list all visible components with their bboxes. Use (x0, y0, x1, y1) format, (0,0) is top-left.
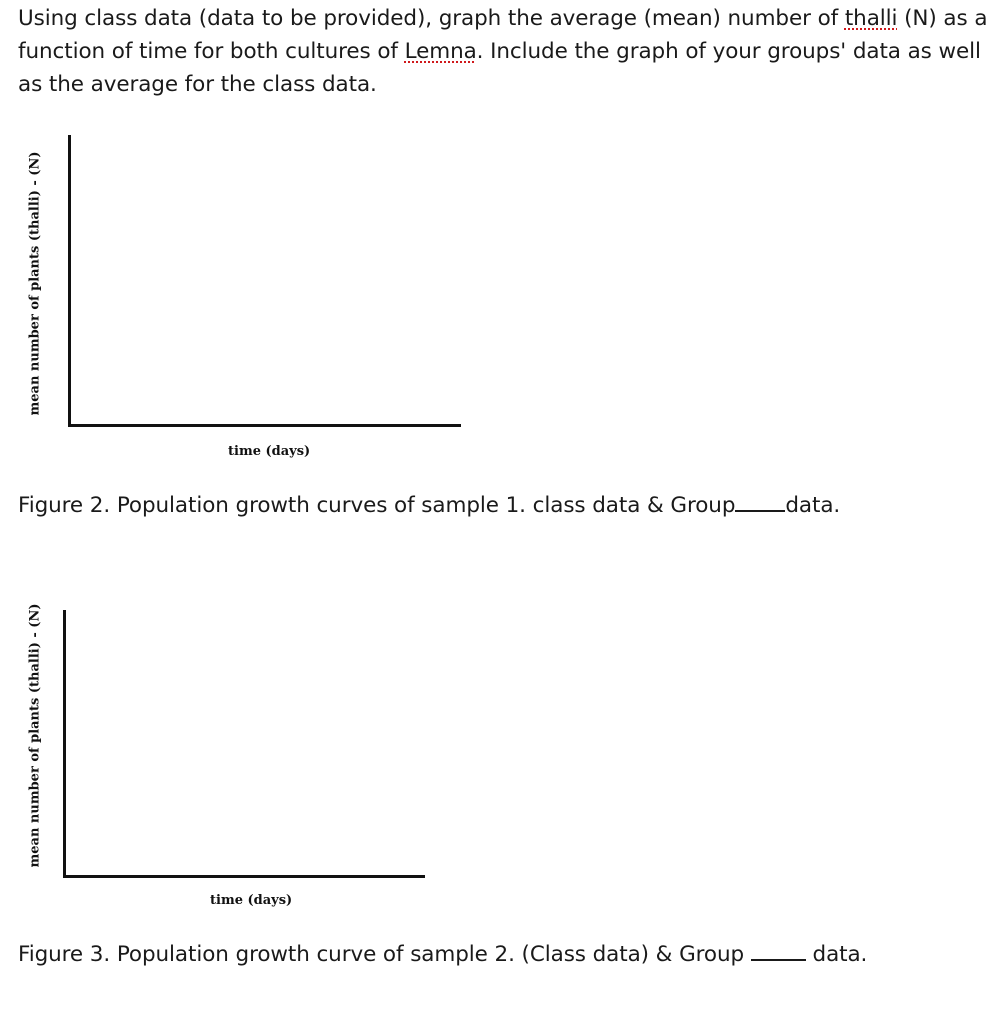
instructions-paragraph (18, 2, 993, 101)
caption-suffix: data. (785, 493, 841, 518)
caption-text: Figure 3. Population growth curve of sample 2. (Class data) & Group (18, 942, 751, 967)
figure-2-blank-graph (0, 120, 480, 480)
term-thalli: thalli (844, 6, 898, 31)
y-axis-label: mean number of plants (thalli) - (N) (27, 151, 43, 416)
figure-3-blank-graph (0, 600, 450, 920)
caption-suffix: data. (805, 942, 868, 967)
instructions-text-2: (N) as a function of time for both cultures of (18, 6, 988, 64)
group-number-blank[interactable] (751, 939, 806, 961)
instructions-text-1: Using class data (data to be provided), graph the average (mean) number of (18, 6, 845, 31)
figure-3-caption (18, 939, 867, 970)
term-lemna: Lemna (404, 39, 477, 64)
x-axis-line (68, 424, 461, 427)
y-axis-label: mean number of plants (thalli) - (N) (27, 603, 43, 868)
y-axis-line (63, 610, 66, 878)
x-axis-label: time (days) (228, 444, 311, 459)
figure-2-caption (18, 490, 840, 521)
y-axis-line (68, 135, 71, 427)
group-number-blank[interactable] (735, 490, 785, 512)
caption-text: Figure 2. Population growth curves of sample 1. class data & Group (18, 493, 736, 518)
x-axis-label: time (days) (210, 893, 293, 908)
instructions-text-3: . Include the graph of your groups' data as well as the average for the class data. (18, 39, 981, 97)
x-axis-line (63, 875, 425, 878)
